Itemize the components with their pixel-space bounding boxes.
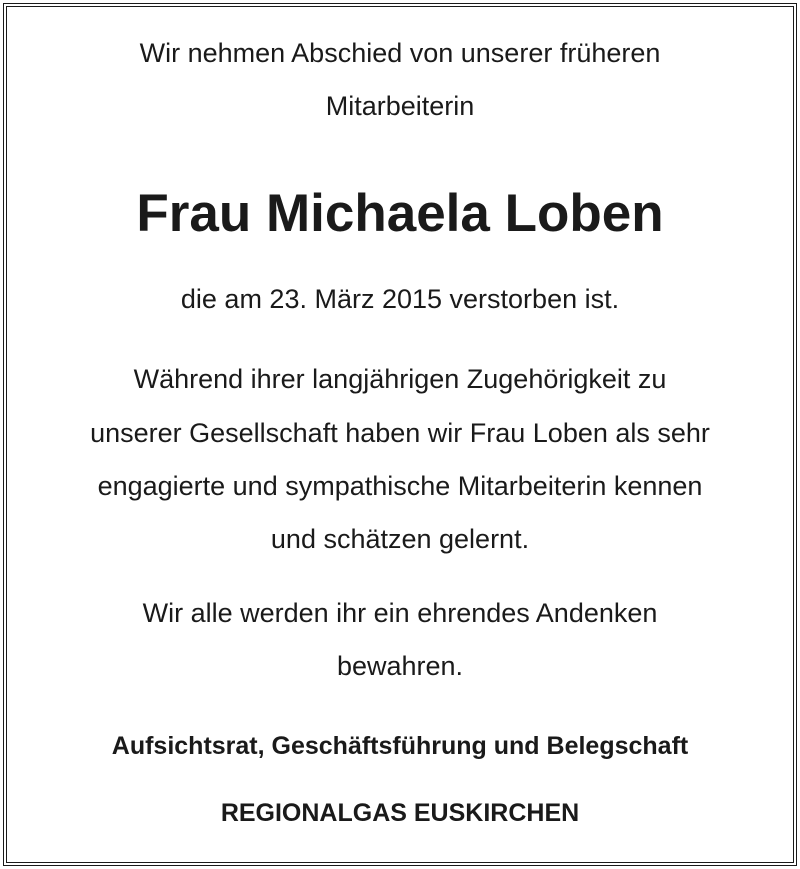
tribute-line-1: Während ihrer langjährigen Zugehörigkeit zu (133, 364, 667, 394)
signature-company: REGIONALGAS EUSKIRCHEN (220, 799, 580, 827)
intro-line-2: Mitarbeiterin (325, 91, 475, 121)
tribute-line-4: und schätzen gelernt. (270, 524, 530, 554)
death-notice: die am 23. März 2015 verstorben ist. (180, 284, 620, 314)
remembrance-line-1: Wir alle werden ihr ein ehrendes Andenken (142, 598, 658, 628)
remembrance-line-2: bewahren. (336, 651, 464, 681)
tribute-line-2: unserer Gesellschaft haben wir Frau Loben als sehr (90, 418, 710, 448)
deceased-name: Frau Michaela Loben (136, 184, 664, 243)
intro-line-1: Wir nehmen Abschied von unserer früheren (139, 38, 661, 68)
tribute-line-3: engagierte und sympathische Mitarbeiterin kennen (97, 471, 703, 501)
signature-groups: Aufsichtsrat, Geschäftsführung und Belegschaft (111, 732, 689, 760)
